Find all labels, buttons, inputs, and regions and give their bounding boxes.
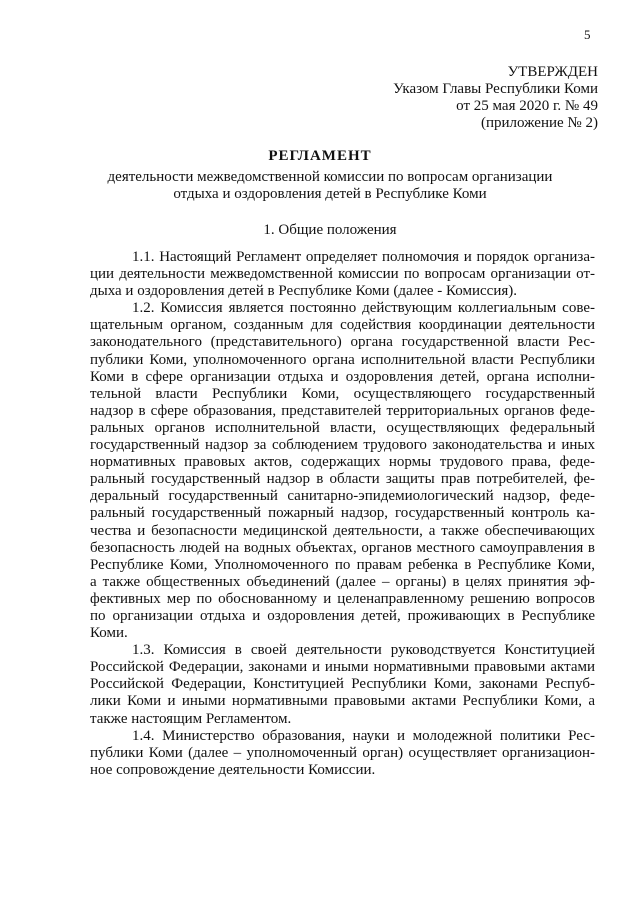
page-number: 5: [584, 27, 591, 42]
document-body: [90, 249, 595, 779]
paragraph-line: государственный надзор за соблюдением трудового законодательства и иных: [90, 437, 595, 454]
paragraph: [90, 249, 595, 300]
paragraph-line: ральный государственный пожарный надзор, государственный контроль ка-: [90, 505, 595, 522]
paragraph: [90, 728, 595, 779]
paragraph-line: Российской Федерации, Конституцией Республики Коми, законами Респуб-: [90, 676, 595, 693]
paragraph-line: ральных органов исполнительной власти, осуществляющих федеральный: [90, 419, 595, 436]
paragraph-line: 1.4. Министерство образования, науки и молодежной политики Рес-: [132, 727, 595, 744]
paragraph-line: Коми.: [90, 625, 128, 642]
paragraph-line: ции деятельности межведомственной комиссии по вопросам организации от-: [90, 266, 595, 283]
subtitle-line: деятельности межведомственной комиссии по вопросам организации: [107, 169, 553, 185]
paragraph-line: ральный государственный надзор в области защиты прав потребителей, фе-: [90, 471, 595, 488]
document-title: РЕГЛАМЕНТ: [268, 148, 372, 164]
paragraph-line: а также общественных объединений (далее – органы) в целях принятия эф-: [90, 573, 595, 590]
paragraph-line: ное сопровождение деятельности Комиссии.: [90, 761, 376, 778]
section-heading: 1. Общие положения: [263, 222, 397, 238]
paragraph-line: безопасность людей на водных объектах, органов местного самоуправления в: [90, 539, 595, 556]
paragraph-line: Коми в сфере организации отдыха и оздоровления детей, органа исполни-: [90, 368, 595, 385]
paragraph-line: надзор в сфере образования, представителей территориальных органов феде-: [90, 402, 595, 419]
paragraph-line: также настоящим Регламентом.: [90, 710, 292, 727]
paragraph-line: фективных мер по обоснованному и целенаправленному решению вопросов: [90, 590, 595, 607]
paragraph-line: тельной власти Республики Коми, осуществляющего государственный: [90, 385, 595, 402]
approval-line: от 25 мая 2020 г. № 49: [456, 98, 598, 114]
paragraph-line: 1.2. Комиссия является постоянно действующим коллегиальным сове-: [132, 300, 595, 317]
paragraph-line: лики Коми и иными нормативными правовыми актами Республики Коми, а: [90, 693, 595, 710]
paragraph-line: законодательного (представительного) органа государственной власти Рес-: [90, 334, 595, 351]
paragraph-line: Российской Федерации, законами и иными нормативными правовыми актами: [90, 659, 595, 676]
approval-block: [393, 64, 598, 132]
paragraph-line: по организации отдыха и оздоровления детей, проживающих в Республике: [90, 607, 595, 624]
paragraph-line: деральный государственный санитарно-эпидемиологический надзор, феде-: [90, 488, 595, 505]
approval-line: (приложение № 2): [480, 115, 598, 131]
paragraph-line: Республике Коми, Уполномоченного по правам ребенка в Республике Коми,: [90, 556, 595, 573]
approval-line: Указом Главы Республики Коми: [393, 81, 598, 97]
document-subtitle: [60, 169, 600, 203]
paragraph-line: 1.1. Настоящий Регламент определяет полномочия и порядок организа-: [132, 249, 595, 265]
paragraph-line: щательным органом, созданным для содействия координации деятельности: [90, 317, 595, 334]
paragraph-line: 1.3. Комиссия в своей деятельности руководствуется Конституцией: [132, 642, 595, 659]
subtitle-line: отдыха и оздоровления детей в Республике Коми: [173, 186, 487, 202]
paragraph-line: чества и безопасности медицинской деятельности, а также обеспечивающих: [90, 522, 595, 539]
paragraph-line: публики Коми, уполномоченного органа исполнительной власти Республики: [90, 351, 595, 368]
paragraph-line: публики Коми (далее – уполномоченный орган) осуществляет организацион-: [90, 744, 595, 761]
paragraph-line: дыха и оздоровления детей в Республике Коми (далее - Комиссия).: [90, 283, 518, 300]
paragraph: [90, 300, 595, 642]
approval-line: УТВЕРЖДЕН: [507, 64, 598, 80]
paragraph: [90, 642, 595, 727]
paragraph-line: нормативных правовых актов, содержащих нормы трудового права, феде-: [90, 454, 595, 471]
